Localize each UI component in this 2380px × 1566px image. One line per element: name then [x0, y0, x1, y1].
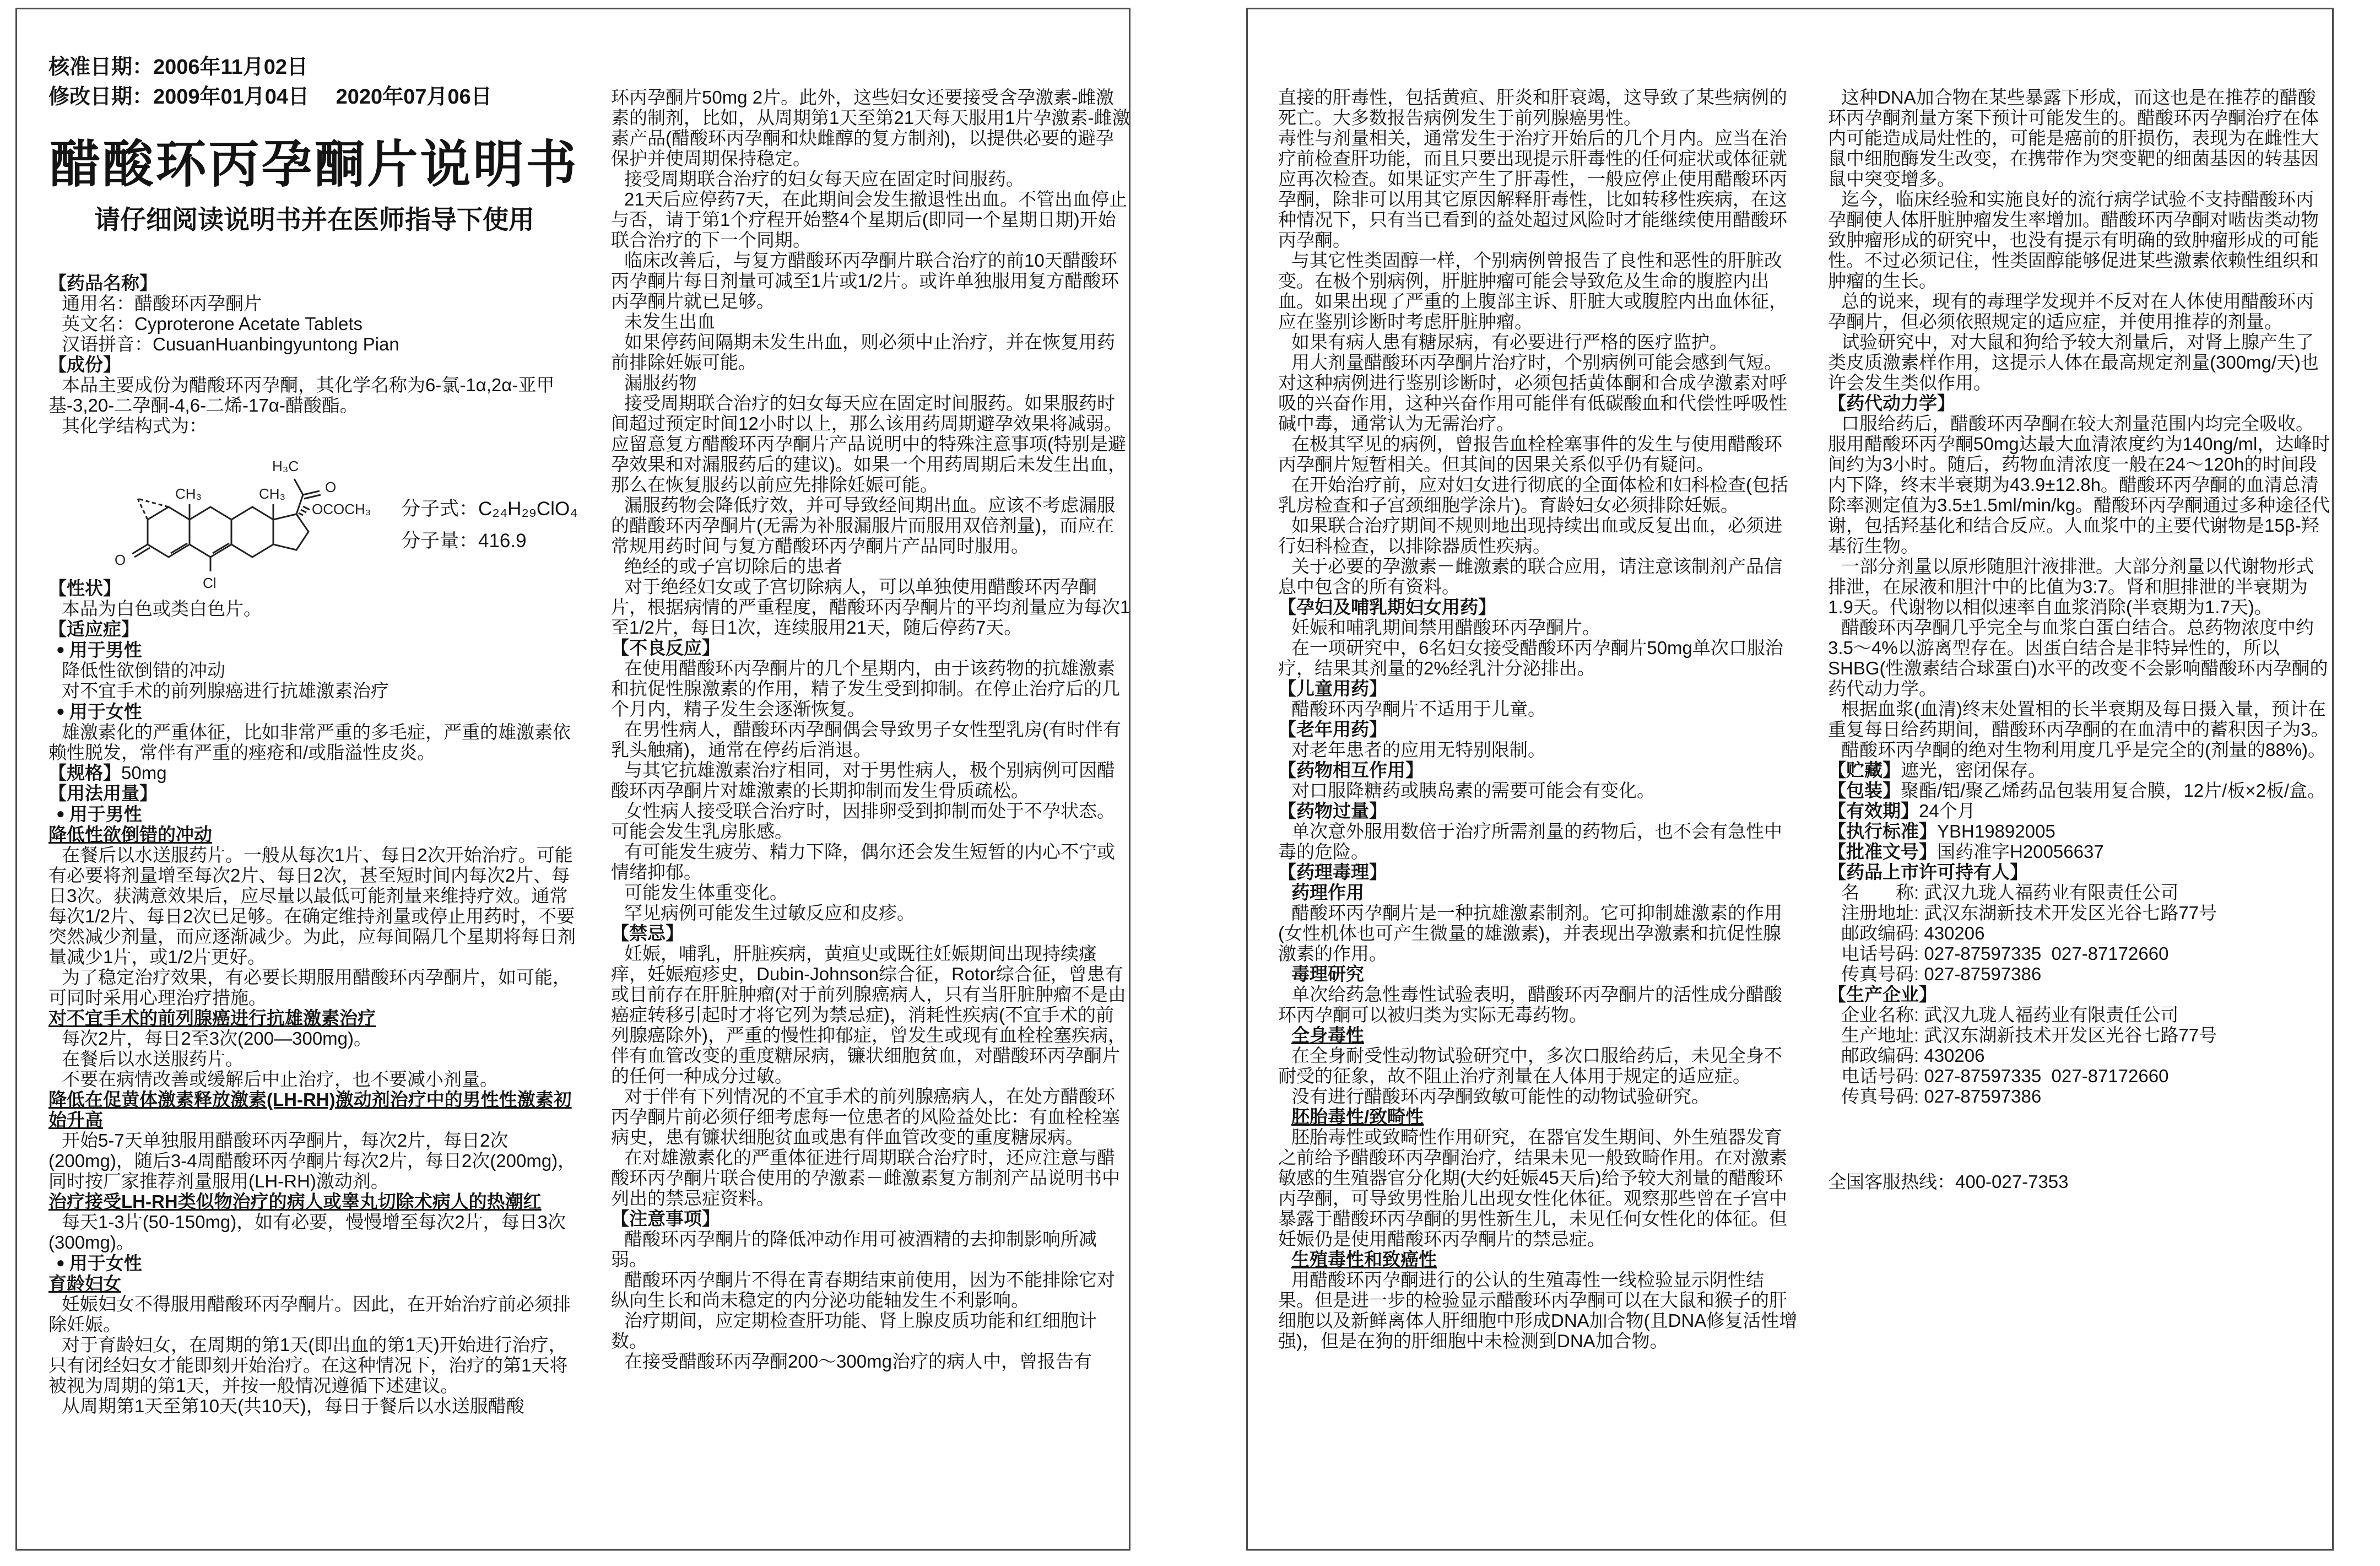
text-block: 罕见病例可能发生过敏反应和皮疹。 — [624, 903, 915, 923]
text-block: 单次给药急性毒性试验表明，醋酸环丙孕酮片的活性成分醋酸环丙孕酮可以被归类为实际无毒药物。 — [1278, 984, 1782, 1025]
molecular-formula: 分子式：C₂₄H₂₉ClO₄ — [401, 498, 578, 520]
text-block: 对口服降糖药或胰岛素的需要可能会有变化。 — [1291, 780, 1655, 801]
text-block: 单次意外服用数倍于治疗所需剂量的药物后，也不会有急性中毒的危险。 — [1278, 821, 1782, 862]
sub-heading: 降低性欲倒错的冲动 — [48, 824, 212, 845]
text-block: 接受周期联合治疗的妇女每天应在固定时间服药。如果服药时间超过预定时间12小时以上，那么该用药周期避孕效果将减弱。应留意复方醋酸环丙孕酮片产品说明中的特殊注意事项(特别是避孕效果和对漏服药后的建议)。如果一个用药周期后未发生出血，那么在恢复服药以前应先排除妊娠可能。 — [611, 393, 1126, 495]
revision-date: 修改日期：2009年01月04日 2020年07月06日 — [48, 85, 492, 109]
bullet-item — [48, 701, 580, 722]
field-label: 【规格】 — [48, 763, 121, 783]
page1-column-left — [48, 52, 580, 1524]
bullet-item — [48, 1252, 580, 1273]
text-block: 醋酸环丙孕酮片的降低冲动作用可被酒精的去抑制影响所减弱。 — [611, 1229, 1097, 1270]
text-block: 醋酸环丙孕酮片不得在青春期结束前使用，因为不能排除它对纵向生长和尚未稳定的内分泌功能轴发生不利影响。 — [611, 1270, 1115, 1310]
text-block: 在餐后以水送服药片。一般从每次1片、每日2次开始治疗。可能有必要将剂量增至每次2片、每日2次，甚至短时间内每次2片、每日3次。获满意效果后，应尽量以最低可能剂量来维持疗效。通常每次1/2片、每日2次已足够。在确定维持剂量或停止用药时，不要突然减少剂量，而应逐渐减少。为此，应每间隔几个星期将每日剂量减少1片，或1/2片更好。 — [48, 845, 576, 967]
contact-line: 企业名称: 武汉九珑人福药业有限责任公司 — [1841, 1005, 2179, 1025]
text-block: 不要在病情改善或缓解后中止治疗，也不要减小剂量。 — [62, 1069, 498, 1089]
section-heading: 【药代动力学】 — [1828, 393, 1955, 413]
text-block: 一部分剂量以原形随胆汁液排泄。大部分剂量以代谢物形式排泄，在尿液和胆汁中的比值为3:7。肾和胆排泄的半衰期为1.9天。代谢物以相似速率自血浆消除(半衰期为1.7天)。 — [1828, 556, 2314, 617]
page-subtitle: 请仔细阅读说明书并在医师指导下使用 — [94, 205, 534, 234]
text-block: 根据血浆(血清)终末处置相的长半衰期及每日摄入量，预计在重复每日给药期间，醋酸环丙孕酮的在血清中的蓄积因子为3。 — [1828, 699, 2329, 739]
contact-line: 邮政编码: 430206 — [1841, 1045, 1985, 1066]
text-block: 雄激素化的严重体征，比如非常严重的多毛症，严重的雄激素依赖性脱发，常伴有严重的痤疮和/或脂溢性皮炎。 — [48, 722, 571, 763]
label-o3: O — [115, 552, 126, 568]
col1-main-blocks — [48, 578, 580, 1416]
text-block: 接受周期联合治疗的妇女每天应在固定时间服药。 — [624, 169, 1024, 189]
text-block: 治疗期间，应定期检查肝功能、肾上腺皮质功能和红细胞计数。 — [611, 1310, 1097, 1351]
text-block: 醋酸环丙孕酮的绝对生物利用度几乎是完全的(剂量的88%)。 — [1841, 739, 2327, 760]
text-block: 关于必要的孕激素－雌激素的联合应用，请注意该制剂产品信息中包含的所有资料。 — [1278, 556, 1782, 597]
text-block: 漏服药物 — [624, 372, 697, 393]
page2-column-right — [1828, 87, 2330, 1533]
text-block: 在对雄激素化的严重体征进行周期联合治疗时，还应注意与醋酸环丙孕酮片联合使用的孕激素－雌激素复方制剂产品说明书中列出的禁忌症资料。 — [611, 1147, 1120, 1208]
text-block: 在接受醋酸环丙孕酮200～300mg治疗的病人中，曾报告有 — [624, 1351, 1092, 1371]
sub-heading: 对不宜手术的前列腺癌进行抗雄激素治疗 — [48, 1008, 376, 1028]
text-block: 妊娠妇女不得服用醋酸环丙孕酮片。因此，在开始治疗前必须排除妊娠。 — [48, 1294, 571, 1335]
contact-line: 邮政编码: 430206 — [1841, 923, 1985, 943]
text-block — [1828, 780, 2330, 801]
bullet-label: 用于男性 — [69, 640, 142, 660]
field-value: 聚酯/铝/聚乙烯药品包装用复合膜，12片/板×2板/盒。 — [1901, 780, 2326, 801]
text-block: 每天1-3片(50-150mg)，如有必要，慢慢增至每次2片，每日3次(300mg)。 — [48, 1212, 566, 1252]
page-title: 醋酸环丙孕酮片说明书 — [50, 137, 579, 193]
hotline: 全国客服热线：400-027-7353 — [1828, 1171, 2069, 1192]
bullet-label: 用于男性 — [69, 804, 142, 824]
contact-line: 电话号码: 027-87597335 027-87172660 — [1841, 1066, 2169, 1086]
section-heading: 【不良反应】 — [611, 638, 720, 658]
bullet-item — [48, 803, 580, 824]
contact-line: 生产地址: 武汉东湖新技术开发区光谷七路77号 — [1841, 1025, 2217, 1045]
field-value: 24个月 — [1919, 801, 1976, 821]
text-block: 醋酸环丙孕酮几乎完全与血浆白蛋白结合。总药物浓度中约3.5～4%以游离型存在。因蛋白结合是非特异性的，所以SHBG(性激素结合球蛋白)水平的改变不会影响醋酸环丙孕酮的药代动力学。 — [1828, 617, 2328, 699]
sub-heading: 治疗接受LH-RH类似物治疗的病人或睾丸切除术病人的热潮红 — [48, 1191, 542, 1212]
field-value: 遮光，密闭保存。 — [1901, 760, 2046, 780]
text-block: 如果有病人患有糖尿病，有必要进行严格的医疗监护。 — [1291, 332, 1728, 352]
text-block: 胚胎毒性或致畸性作用研究，在器官发生期间、外生殖器发育之前给予醋酸环丙孕酮治疗，结果未见一般致畸作用。在对激素敏感的生殖器官分化期(大约妊娠45天后)给予较大剂量的醋酸环丙孕酮，可导致男性胎儿出现女性化体征。观察那些曾在子宫中暴露于醋酸环丙孕酮的男性新生儿，未见任何女性化的体征。但妊娠仍是使用醋酸环丙孕酮片的禁忌症。 — [1278, 1127, 1787, 1249]
text-block: 在全身耐受性动物试验研究中，多次口服给药后，未见全身不耐受的征象，故不阻止治疗剂量在人体用于规定的适应症。 — [1278, 1045, 1782, 1086]
page1-column-right — [611, 87, 1131, 1533]
text-block: 有可能发生疲劳、精力下降，偶尔还会发生短暂的内心不宁或情绪抑郁。 — [611, 841, 1115, 882]
section-heading: 【注意事项】 — [611, 1208, 720, 1229]
text-block: 女性病人接受联合治疗时，因排卵受到抑制而处于不孕状态。可能会发生乳房胀感。 — [611, 801, 1115, 841]
text-block: 在男性病人，醋酸环丙孕酮偶会导致男子女性型乳房(有时伴有乳头触痛)，通常在停药后消退。 — [611, 719, 1121, 760]
sub-heading: 降低在促黄体激素释放激素(LH-RH)激动剂治疗中的男性性激素初始升高 — [48, 1089, 572, 1130]
text-block: 其化学结构式为： — [62, 415, 207, 436]
bullet-icon: ● — [56, 1254, 65, 1271]
section-heading: 【性状】 — [48, 578, 121, 598]
contact-line: 传真号码: 027-87597386 — [1841, 964, 2042, 984]
label-ch3-c13: CH₃ — [259, 485, 286, 502]
field-label: 【贮藏】 — [1828, 760, 1901, 780]
text-block: 毒性与剂量相关，通常发生于治疗开始后的几个月内。应当在治疗前检查肝功能，而且只要出现提示肝毒性的任何症状或体征就应再次检查。如果证实产生了肝毒性，一般应停止使用醋酸环丙孕酮，除非可以用其它原因解释肝毒性，比如转移性疾病，在这种情况下，只有当已看到的益处超过风险时才能继续使用醋酸环丙孕酮。 — [1278, 128, 1787, 250]
sub-heading: 育龄妇女 — [48, 1273, 121, 1294]
text-block: 对于绝经妇女或子宫切除病人，可以单独使用醋酸环丙孕酮片，根据病情的严重程度，醋酸环丙孕酮片的平均剂量应为每次1至1/2片，每日1次，连续服用21天，随后停药7天。 — [611, 576, 1130, 638]
text-block: 在一项研究中，6名妇女接受醋酸环丙孕酮片50mg单次口服治疗，结果其剂量的2%经乳汁分泌排出。 — [1278, 638, 1783, 678]
section-heading: 【生产企业】 — [1828, 984, 1937, 1005]
contact-line: 传真号码: 027-87597386 — [1841, 1086, 2042, 1106]
text-block: 汉语拼音：CusuanHuanbingyuntong Pian — [62, 334, 399, 354]
section-heading: 【老年用药】 — [1278, 719, 1387, 739]
section-heading: 【药品上市许可持有人】 — [1828, 862, 2028, 882]
section-heading: 【孕妇及哺乳期妇女用药】 — [1278, 597, 1496, 617]
text-block — [1828, 760, 2330, 780]
sub-heading: 胚胎毒性/致畸性 — [1291, 1106, 1424, 1127]
text-block: 直接的肝毒性，包括黄疸、肝炎和肝衰竭，这导致了某些病例的死亡。大多数报告病例发生于前列腺癌男性。 — [1278, 87, 1787, 128]
page-2 — [1246, 8, 2334, 1551]
field-value: 50mg — [121, 763, 167, 783]
section-heading: 【药物相互作用】 — [1278, 760, 1424, 780]
section-heading: 【药物过量】 — [1278, 801, 1387, 821]
text-block: 对老年患者的应用无特别限制。 — [1291, 739, 1546, 760]
label-ch3-c10: CH₃ — [175, 485, 202, 502]
bullet-icon: ● — [56, 641, 65, 657]
bullet-icon: ● — [56, 703, 65, 719]
text-block: 迄今，临床经验和实施良好的流行病学试验不支持醋酸环丙孕酮使人体肝脏肿瘤发生率增加。醋酸环丙孕酮对啮齿类动物致肿瘤形成的研究中，也没有提示有明确的致肿瘤形成的可能性。不过必须记住，性类固醇能够促进某些激素依赖性组织和肿瘤的生长。 — [1828, 189, 2319, 291]
label-cl: Cl — [203, 575, 217, 591]
text-block: 如果停药间隔期未发生出血，则必须中止治疗，并在恢复用药前排除妊娠可能。 — [611, 332, 1115, 372]
date-lines — [48, 52, 580, 112]
text-block: 与其它抗雄激素治疗相同，对于男性病人，极个别病例可因醋酸环丙孕酮片对雄激素的长期抑制而发生骨质疏松。 — [611, 760, 1115, 801]
col1-intro-blocks — [48, 273, 580, 436]
page-1 — [15, 8, 1130, 1551]
text-block: 这种DNA加合物在某些暴露下形成，而这也是在推荐的醋酸环丙孕酮剂量方案下预计可能发生的。醋酸环丙孕酮治疗在体内可能造成局灶性的，可能是癌前的肝损伤，表现为在雌性大鼠中细胞酶发生改变，在携带作为突变靶的细菌基因的转基因鼠中突变增多。 — [1828, 87, 2319, 189]
section-heading: 【适应症】 — [48, 619, 139, 639]
text-block: 用大剂量醋酸环丙孕酮片治疗时，个别病例可能会感到气短。对这种病例进行鉴别诊断时，必须包括黄体酮和合成孕激素对呼吸的兴奋作用，这种兴奋作用可能伴有低碳酸血和代偿性呼吸性碱中毒，通常认为无需治疗。 — [1278, 352, 1787, 434]
field-value: YBH19892005 — [1937, 821, 2056, 841]
text-block: 绝经的或子宫切除后的患者 — [624, 556, 842, 576]
formula-block — [401, 493, 577, 557]
text-block: 本品主要成份为醋酸环丙孕酮，其化学名称为6-氯-1α,2α-亚甲基-3,20-二孕酮-4,6-二烯-17α-醋酸酯。 — [48, 375, 555, 415]
text-block: 妊娠，哺乳，肝脏疾病，黄疸史或既往妊娠期间出现持续瘙痒，妊娠疱疹史，Dubin-Johnson综合征，Rotor综合征，曾患有或目前存在肝脏肿瘤(对于前列腺癌病人，只有当肝脏肿瘤不是由癌症转移引起时才将它列为禁忌症)，消耗性疾病(不宜手术的前列腺癌除外)，严重的慢性抑郁症，曾发生或现有血栓栓塞疾病，伴有血管改变的重度糖尿病，镰状细胞贫血，对醋酸环丙孕酮片的任何一种成分过敏。 — [611, 943, 1126, 1086]
bullet-icon: ● — [56, 805, 65, 822]
bullet-label: 用于女性 — [69, 701, 142, 722]
text-block: 可能发生体重变化。 — [624, 882, 788, 903]
text-block: 口服给药后，醋酸环丙孕酮在较大剂量范围内均完全吸收。服用醋酸环丙孕酮50mg达最大血清浓度约为140ng/ml，达峰时间约为3小时。随后，药物血清浓度一般在24～120h的时间段内下降，终末半衰期为43.9±12.8h。醋酸环丙孕酮的血清总清除率测定值为3.5±1.5ml/min/kg。醋酸环丙孕酮通过多种途径代谢，包括羟基化和结合反应。人血浆中的主要代谢物是15β-羟基衍生物。 — [1828, 413, 2330, 556]
text-block: 英文名：Cyproterone Acetate Tablets — [62, 314, 363, 334]
molecular-weight: 分子量：416.9 — [401, 530, 527, 552]
text-block: 本品为白色或类白色片。 — [62, 598, 262, 619]
section-heading: 【药品名称】 — [48, 273, 158, 293]
text-block: 临床改善后，与复方醋酸环丙孕酮片联合治疗的前10天醋酸环丙孕酮片每日剂量可减至1片或1/2片。或许单独服用复方醋酸环丙孕酮片就已足够。 — [611, 250, 1119, 311]
text-block: 没有进行醋酸环丙孕酮致敏可能性的动物试验研究。 — [1291, 1086, 1710, 1106]
text-block: 开始5-7天单独服用醋酸环丙孕酮片，每次2片，每日2次(200mg)，随后3-4周醋酸环丙孕酮片每次2片，每日2次(200mg)，同时按厂家推荐剂量服用(LH-RH)激动剂。 — [48, 1130, 576, 1191]
text-block: 如果联合治疗期间不规则地出现持续出血或反复出血，必须进行妇科检查，以排除器质性疾病。 — [1278, 515, 1782, 556]
contact-line: 注册地址: 武汉东湖新技术开发区光谷七路77号 — [1841, 903, 2217, 923]
field-value: 国药准字H20056637 — [1937, 841, 2104, 862]
chemical-structure-icon — [109, 437, 374, 591]
text-block: 降低性欲倒错的冲动 — [62, 660, 225, 681]
text-block: 对不宜手术的前列腺癌进行抗雄激素治疗 — [62, 681, 389, 701]
text-block: 每次2片，每日2至3次(200—300mg)。 — [62, 1028, 372, 1049]
text-block: 用醋酸环丙孕酮进行的公认的生殖毒性一线检验显示阴性结果。但是进一步的检验显示醋酸环丙孕酮可以在大鼠和猴子的肝细胞以及新鲜离体人肝细胞中形成DNA加合物(且DNA修复活性增强)，但是在狗的肝细胞中未检测到DNA加合物。 — [1278, 1270, 1798, 1351]
text-block — [1828, 821, 2330, 841]
text-block: 妊娠和哺乳期间禁用醋酸环丙孕酮片。 — [1291, 617, 1600, 638]
section-heading: 【用法用量】 — [48, 783, 158, 803]
section-heading: 【成份】 — [48, 354, 121, 375]
text-block: 对于育龄妇女，在周期的第1天(即出血的第1天)开始进行治疗，只有闭经妇女才能即刻开始治疗。在这种情况下，治疗的第1天将被视为周期的第1天，并按一般情况遵循下述建议。 — [48, 1335, 568, 1396]
field-label: 【批准文号】 — [1828, 841, 1937, 862]
text-block — [1828, 841, 2330, 862]
text-block: 在开始治疗前，应对妇女进行彻底的全面体检和妇科检查(包括乳房检查和子宫颈细胞学涂片)。育龄妇女必须排除妊娠。 — [1278, 474, 1788, 515]
text-block: 醋酸环丙孕酮片不适用于儿童。 — [1291, 699, 1546, 719]
text-block: 对于伴有下列情况的不宜手术的前列腺癌病人，在处方醋酸环丙孕酮片前必须仔细考虑每一位患者的风险益处比：有血栓栓塞病史，患有镰状细胞贫血或患有伴血管改变的重度糖尿病。 — [611, 1086, 1120, 1147]
contact-line: 电话号码: 027-87597335 027-87172660 — [1841, 943, 2169, 964]
page2-column-left — [1278, 87, 1799, 1533]
text-block: 为了稳定治疗效果，有必要长期服用醋酸环丙孕酮片，如可能，可同时采用心理治疗措施。 — [48, 967, 571, 1008]
text-block: 从周期第1天至第10天(共10天)，每日于餐后以水送服醋酸 — [62, 1396, 524, 1416]
field-label: 【包装】 — [1828, 780, 1901, 801]
bullet-item — [48, 639, 580, 660]
text-block: 醋酸环丙孕酮片是一种抗雄激素制剂。它可抑制雄激素的作用(女性机体也可产生微量的雄激素)，并表现出孕激素和抗促性腺激素的作用。 — [1278, 903, 1782, 964]
text-block: 未发生出血 — [624, 311, 715, 332]
contact-line: 名 称: 武汉九珑人福药业有限责任公司 — [1841, 882, 2179, 903]
bullet-label: 用于女性 — [69, 1253, 142, 1273]
text-block: 在使用醋酸环丙孕酮片的几个星期内，由于该药物的抗雄激素和抗促性腺激素的作用，精子发生受到抑制。在停止治疗后的几个月内，精子发生会逐渐恢复。 — [611, 658, 1120, 719]
text-block: 总的说来，现有的毒理学发现并不反对在人体使用醋酸环丙孕酮片，但必须依照规定的适应症，并使用推荐的剂量。 — [1828, 291, 2314, 332]
text-block: 漏服药物会降低疗效，并可导致经间期出血。应该不考虑漏服的醋酸环丙孕酮片(无需为补服漏服片而服用双倍剂量)，而应在常规用药时间与复方醋酸环丙孕酮片产品同时服用。 — [611, 495, 1115, 556]
text-block: 通用名：醋酸环丙孕酮片 — [62, 293, 262, 314]
text-block — [48, 763, 580, 783]
field-label: 【有效期】 — [1828, 801, 1919, 821]
text-block: 在餐后以水送服药片。 — [62, 1049, 244, 1069]
label-h3c: H₃C — [272, 458, 299, 474]
sub-heading: 全身毒性 — [1291, 1025, 1364, 1045]
text-block — [1828, 801, 2330, 821]
sub-heading: 毒理研究 — [1291, 964, 1364, 984]
label-ococh3: OCOCH₃ — [312, 501, 371, 517]
text-block: 试验研究中，对大鼠和狗给予较大剂量后，对肾上腺产生了类皮质激素样作用，这提示人体在最高规定剂量(300mg/天)也许会发生类似作用。 — [1828, 332, 2319, 393]
section-heading: 【药理毒理】 — [1278, 862, 1387, 882]
label-o20: O — [325, 479, 337, 495]
approval-date: 核准日期：2006年11月02日 — [48, 56, 308, 79]
sub-heading: 药理作用 — [1291, 882, 1364, 903]
text-block: 21天后应停药7天，在此期间会发生撤退性出血。不管出血停止与否，请于第1个疗程开始整4个星期后(即同一个星期日期)开始联合治疗的下一个同期。 — [611, 189, 1128, 250]
text-block: 环丙孕酮片50mg 2片。此外，这些妇女还要接受含孕激素-雌激素的制剂，比如，从周期第1天至第21天每天服用1片孕激素-雌激素产品(醋酸环丙孕酮和炔雌醇的复方制剂)，以提供必要的避孕保护并使周期保持稳定。 — [611, 87, 1130, 169]
text-block: 与其它性类固醇一样，个别病例曾报告了良性和恶性的肝脏改变。在极个别病例，肝脏肿瘤可能会导致危及生命的腹腔内出血。如果出现了严重的上腹部主诉、肝脏大或腹腔内出血体征，应在鉴别诊断时考虑肝脏肿瘤。 — [1278, 250, 1787, 332]
text-block: 在极其罕见的病例，曾报告血栓栓塞事件的发生与使用醋酸环丙孕酮片短暂相关。但其间的因果关系似乎仍有疑问。 — [1278, 434, 1782, 474]
section-heading: 【儿童用药】 — [1278, 678, 1387, 699]
section-heading: 【禁忌】 — [611, 923, 684, 943]
sub-heading: 生殖毒性和致癌性 — [1291, 1249, 1437, 1270]
field-label: 【执行标准】 — [1828, 821, 1937, 841]
